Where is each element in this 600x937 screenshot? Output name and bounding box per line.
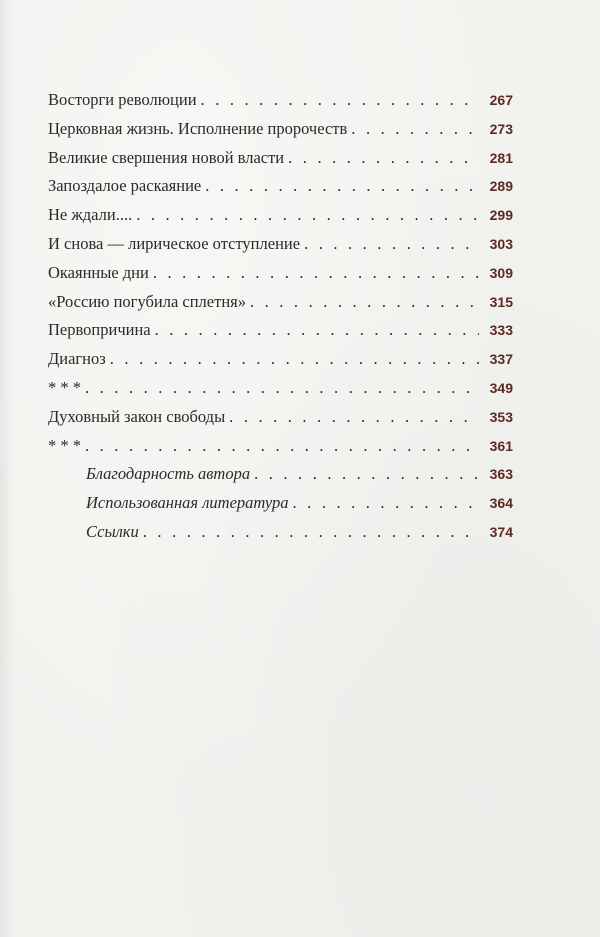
toc-entry-page-number: 349 <box>489 379 513 396</box>
toc-entry-title: Ссылки <box>86 521 139 541</box>
toc-leader-dots <box>153 259 479 288</box>
toc-entry-page-number: 363 <box>489 466 513 483</box>
toc-entry <box>48 345 513 374</box>
toc-leader-dots <box>351 115 479 144</box>
toc-entry-title: Запоздалое раскаяние <box>48 176 202 196</box>
toc-leader-dots <box>155 316 479 345</box>
toc-entry-title: * * * <box>48 377 81 397</box>
toc-entry-page-number: 281 <box>489 149 513 166</box>
toc-entry <box>48 230 513 259</box>
toc-entry-page-number: 333 <box>489 322 513 339</box>
toc-entry <box>48 374 513 403</box>
toc-entry-sub <box>48 460 513 489</box>
toc-entry-page-number: 303 <box>489 235 513 252</box>
toc-entry-page-number: 289 <box>489 178 513 195</box>
toc-entry-page-number: 267 <box>489 92 513 108</box>
toc-entry-page-number: 361 <box>489 437 513 454</box>
toc-entry-page-number: 337 <box>489 351 513 368</box>
toc-entry-title: Не ждали.... <box>48 205 133 225</box>
toc-entry-page-number: 309 <box>489 264 513 281</box>
toc-leader-dots <box>288 144 479 173</box>
toc-entry-title: Восторги революции <box>48 90 197 109</box>
toc-entry-page-number: 353 <box>489 408 513 425</box>
toc-entry-page-number: 374 <box>489 523 513 540</box>
toc-entry-page-number: 315 <box>489 293 513 310</box>
toc-entry <box>48 172 513 201</box>
toc-entry-title: И снова — лирическое отступление <box>48 233 301 253</box>
toc-entry-sub <box>48 489 513 518</box>
toc-entry-sub <box>48 518 513 547</box>
toc-entry <box>48 403 513 432</box>
toc-entry-title: Использованная литература <box>86 493 289 513</box>
toc-entry-title: Церковная жизнь. Исполнение пророчеств <box>48 118 348 138</box>
toc-entry-title: Великие свершения новой власти <box>48 147 285 167</box>
toc-leader-dots <box>201 86 479 115</box>
toc-entry-page-number: 299 <box>489 207 513 224</box>
toc-entry-page-number: 273 <box>489 120 513 137</box>
toc-entry-title: Первопричина <box>48 320 151 340</box>
toc-leader-dots <box>205 172 479 201</box>
toc-leader-dots <box>110 345 479 374</box>
toc-entry <box>48 259 513 288</box>
toc-entry-page-number: 364 <box>489 495 513 512</box>
toc-entry-title: Диагноз <box>48 349 106 369</box>
toc-leader-dots <box>304 230 479 259</box>
toc-entry <box>48 144 513 173</box>
toc-leader-dots <box>229 403 479 432</box>
table-of-contents <box>48 86 513 547</box>
toc-entry-title: * * * <box>48 435 81 455</box>
toc-entry <box>48 288 513 317</box>
spine-shadow <box>0 0 14 937</box>
toc-leader-dots <box>136 201 479 230</box>
toc-entry <box>48 432 513 461</box>
toc-leader-dots <box>143 518 479 547</box>
toc-entry <box>48 86 513 115</box>
toc-leader-dots <box>250 288 479 317</box>
toc-entry-title: «Россию погубила сплетня» <box>48 291 246 311</box>
toc-leader-dots <box>254 460 479 489</box>
toc-entry-title: Окаянные дни <box>48 262 149 282</box>
toc-entry-title: Благодарность автора <box>86 464 251 484</box>
toc-entry-title: Духовный закон свободы <box>48 406 226 426</box>
toc-leader-dots <box>293 489 479 518</box>
toc-leader-dots <box>85 432 479 461</box>
toc-leader-dots <box>85 374 479 403</box>
toc-entry <box>48 201 513 230</box>
toc-entry <box>48 316 513 345</box>
toc-entry <box>48 115 513 144</box>
